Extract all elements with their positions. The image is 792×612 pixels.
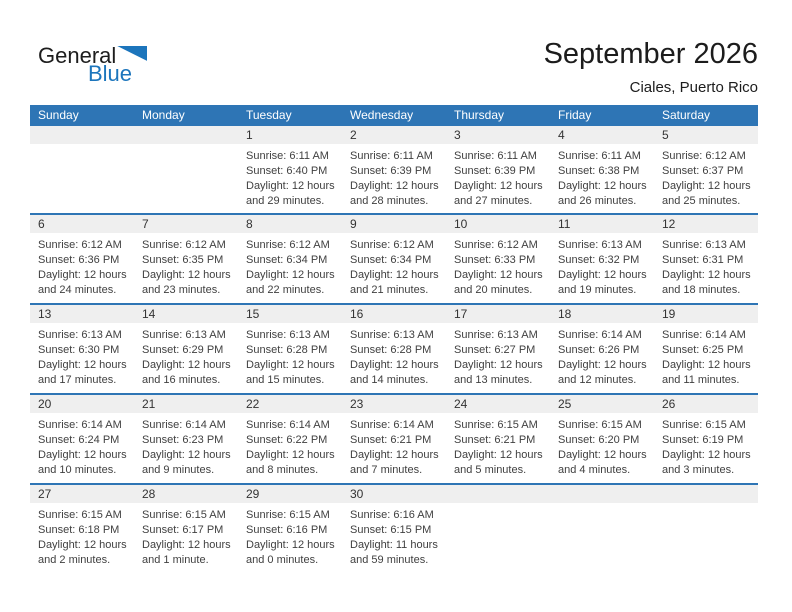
cell-info-line: Sunrise: 6:11 AM (350, 150, 433, 162)
calendar-weeks (30, 126, 758, 573)
cell-info-line: Sunrise: 6:12 AM (454, 239, 538, 251)
cell-info-line: Daylight: 12 hours (350, 180, 439, 192)
cell-info-line: Sunset: 6:24 PM (38, 434, 120, 446)
cell-info-line: and 28 minutes. (350, 195, 429, 207)
cell-info-line: and 15 minutes. (246, 374, 325, 386)
calendar-cell (654, 395, 758, 483)
day-number: 25 (550, 395, 654, 413)
cell-info (550, 323, 654, 388)
cell-info-line: and 4 minutes. (558, 464, 631, 476)
cell-info-line: Sunset: 6:34 PM (350, 254, 432, 266)
cell-info-line: Sunset: 6:32 PM (558, 254, 640, 266)
cell-info-line: Daylight: 12 hours (246, 269, 335, 281)
cell-info (342, 503, 446, 568)
weekday-header-wednesday: Wednesday (350, 108, 414, 122)
cell-info (30, 323, 134, 388)
cell-info-line: Sunset: 6:20 PM (558, 434, 640, 446)
weekday-header-friday: Friday (558, 108, 592, 122)
cell-info-line: Sunset: 6:37 PM (662, 165, 744, 177)
cell-info (654, 233, 758, 298)
day-number: 10 (446, 215, 550, 233)
cell-info-line: Sunset: 6:25 PM (662, 344, 744, 356)
weekday-header-thursday: Thursday (454, 108, 505, 122)
cell-info-line: Daylight: 12 hours (662, 180, 751, 192)
cell-info (134, 323, 238, 388)
cell-info-line: Sunset: 6:19 PM (662, 434, 744, 446)
cell-info-line: Daylight: 12 hours (38, 269, 127, 281)
cell-info-line: Daylight: 12 hours (38, 359, 127, 371)
calendar-cell (550, 126, 654, 213)
calendar-cell (238, 395, 342, 483)
page-title: September 2026 (543, 38, 758, 70)
cell-info-line: Sunrise: 6:12 AM (350, 239, 434, 251)
cell-info-line: and 7 minutes. (350, 464, 423, 476)
cell-info-line: Sunset: 6:15 PM (350, 524, 432, 536)
cell-info-line: Sunrise: 6:12 AM (662, 150, 746, 162)
cell-info-line: Sunrise: 6:15 AM (38, 509, 122, 521)
day-number: 24 (446, 395, 550, 413)
cell-info-line: and 25 minutes. (662, 195, 741, 207)
week-row (30, 303, 758, 393)
cell-info-line: Daylight: 12 hours (246, 449, 335, 461)
calendar-cell (654, 485, 758, 573)
cell-info-line: Daylight: 12 hours (662, 449, 751, 461)
cell-info-line: and 23 minutes. (142, 284, 221, 296)
cell-info (134, 413, 238, 478)
cell-info (654, 323, 758, 388)
day-number (654, 485, 758, 503)
cell-info-line: and 16 minutes. (142, 374, 221, 386)
day-number: 15 (238, 305, 342, 323)
calendar-cell (446, 215, 550, 303)
cell-info-line: Sunrise: 6:13 AM (38, 329, 122, 341)
cell-info-line: Sunset: 6:23 PM (142, 434, 224, 446)
day-number: 14 (134, 305, 238, 323)
cell-info (238, 144, 342, 209)
day-number: 2 (342, 126, 446, 144)
weekday-header-saturday: Saturday (662, 108, 711, 122)
cell-info-line: Sunrise: 6:12 AM (142, 239, 226, 251)
cell-info-line: Sunset: 6:17 PM (142, 524, 224, 536)
cell-info-line: Daylight: 12 hours (558, 449, 647, 461)
cell-info-line: Sunset: 6:16 PM (246, 524, 328, 536)
logo-triangle-icon (117, 46, 147, 61)
weekday-header-tuesday: Tuesday (246, 108, 292, 122)
day-number: 28 (134, 485, 238, 503)
cell-info-line: Sunrise: 6:15 AM (454, 419, 538, 431)
calendar-cell (342, 126, 446, 213)
cell-info-line: and 20 minutes. (454, 284, 533, 296)
cell-info-line: Sunrise: 6:14 AM (142, 419, 226, 431)
calendar-cell (342, 485, 446, 573)
cell-info-line: Sunset: 6:34 PM (246, 254, 328, 266)
cell-info-line: Sunset: 6:26 PM (558, 344, 640, 356)
day-number: 9 (342, 215, 446, 233)
week-row (30, 126, 758, 213)
calendar-cell (134, 126, 238, 213)
cell-info-line: Sunset: 6:39 PM (350, 165, 432, 177)
logo-text-general: General (38, 43, 117, 68)
cell-info-line: Sunrise: 6:13 AM (558, 239, 642, 251)
cell-info (446, 323, 550, 388)
cell-info (446, 413, 550, 478)
day-number: 13 (30, 305, 134, 323)
cell-info-line: and 24 minutes. (38, 284, 117, 296)
day-number: 29 (238, 485, 342, 503)
cell-info-line: Sunrise: 6:14 AM (350, 419, 434, 431)
page-subtitle: Ciales, Puerto Rico (629, 79, 758, 96)
cell-info-line: and 0 minutes. (246, 554, 319, 566)
cell-info-line: and 13 minutes. (454, 374, 533, 386)
cell-info-line: and 26 minutes. (558, 195, 637, 207)
calendar-cell (134, 395, 238, 483)
cell-info (30, 503, 134, 568)
calendar-cell (134, 305, 238, 393)
cell-info-line: Daylight: 12 hours (454, 359, 543, 371)
cell-info-line: Sunset: 6:28 PM (246, 344, 328, 356)
cell-info-line: Sunrise: 6:12 AM (38, 239, 122, 251)
cell-info-line: Daylight: 12 hours (350, 269, 439, 281)
cell-info-line: and 29 minutes. (246, 195, 325, 207)
cell-info-line: Sunrise: 6:11 AM (558, 150, 641, 162)
calendar-cell (446, 485, 550, 573)
calendar-cell (30, 215, 134, 303)
day-number: 23 (342, 395, 446, 413)
cell-info-line: Sunset: 6:36 PM (38, 254, 120, 266)
cell-info-line: Daylight: 11 hours (350, 539, 438, 551)
cell-info-line: and 59 minutes. (350, 554, 429, 566)
calendar-cell (30, 126, 134, 213)
cell-info (654, 503, 758, 508)
cell-info-line: Daylight: 12 hours (558, 269, 647, 281)
calendar-cell (238, 485, 342, 573)
cell-info-line: and 12 minutes. (558, 374, 637, 386)
cell-info (342, 144, 446, 209)
cell-info-line: Daylight: 12 hours (662, 359, 751, 371)
calendar-cell (30, 395, 134, 483)
cell-info (238, 413, 342, 478)
day-number: 22 (238, 395, 342, 413)
cell-info-line: and 18 minutes. (662, 284, 741, 296)
cell-info-line: Daylight: 12 hours (558, 359, 647, 371)
day-number: 17 (446, 305, 550, 323)
calendar-cell (654, 215, 758, 303)
day-number: 7 (134, 215, 238, 233)
day-number: 1 (238, 126, 342, 144)
day-number: 6 (30, 215, 134, 233)
cell-info-line: Sunrise: 6:15 AM (662, 419, 746, 431)
calendar-cell (30, 305, 134, 393)
cell-info-line: Daylight: 12 hours (38, 449, 127, 461)
cell-info-line: Sunset: 6:31 PM (662, 254, 744, 266)
cell-info (238, 323, 342, 388)
day-number: 19 (654, 305, 758, 323)
calendar-cell (342, 215, 446, 303)
cell-info (654, 144, 758, 209)
day-number: 11 (550, 215, 654, 233)
weekday-header-row (30, 105, 758, 126)
cell-info (550, 413, 654, 478)
cell-info (550, 503, 654, 508)
day-number (30, 126, 134, 144)
cell-info-line: Sunrise: 6:14 AM (38, 419, 122, 431)
cell-info (134, 144, 238, 149)
day-number: 5 (654, 126, 758, 144)
day-number (446, 485, 550, 503)
day-number (550, 485, 654, 503)
cell-info-line: Sunset: 6:38 PM (558, 165, 640, 177)
cell-info-line: and 27 minutes. (454, 195, 533, 207)
cell-info (654, 413, 758, 478)
cell-info-line: Sunrise: 6:11 AM (454, 150, 537, 162)
calendar-cell (134, 485, 238, 573)
cell-info-line: Sunset: 6:27 PM (454, 344, 536, 356)
cell-info-line: Sunrise: 6:16 AM (350, 509, 434, 521)
calendar-cell (30, 485, 134, 573)
calendar-cell (238, 126, 342, 213)
cell-info-line: Daylight: 12 hours (38, 539, 127, 551)
cell-info-line: Daylight: 12 hours (454, 180, 543, 192)
day-number: 30 (342, 485, 446, 503)
calendar-cell (446, 305, 550, 393)
day-number (134, 126, 238, 144)
cell-info-line: Sunset: 6:28 PM (350, 344, 432, 356)
day-number: 8 (238, 215, 342, 233)
cell-info-line: Sunset: 6:40 PM (246, 165, 328, 177)
cell-info-line: Sunrise: 6:15 AM (558, 419, 642, 431)
calendar-cell (550, 485, 654, 573)
cell-info-line: and 8 minutes. (246, 464, 319, 476)
cell-info (446, 503, 550, 508)
calendar-cell (550, 305, 654, 393)
cell-info (342, 233, 446, 298)
calendar-cell (446, 126, 550, 213)
cell-info-line: and 1 minute. (142, 554, 209, 566)
calendar-table (30, 105, 758, 573)
cell-info-line: and 2 minutes. (38, 554, 111, 566)
cell-info (238, 233, 342, 298)
day-number: 20 (30, 395, 134, 413)
cell-info (238, 503, 342, 568)
calendar-cell (654, 305, 758, 393)
cell-info (30, 144, 134, 149)
calendar-cell (446, 395, 550, 483)
cell-info-line: Sunrise: 6:12 AM (246, 239, 330, 251)
cell-info-line: Sunrise: 6:13 AM (246, 329, 330, 341)
cell-info-line: Sunset: 6:30 PM (38, 344, 120, 356)
day-number: 27 (30, 485, 134, 503)
cell-info-line: Sunset: 6:33 PM (454, 254, 536, 266)
calendar-cell (134, 215, 238, 303)
cell-info-line: Daylight: 12 hours (454, 269, 543, 281)
day-number: 21 (134, 395, 238, 413)
cell-info-line: Daylight: 12 hours (246, 539, 335, 551)
cell-info-line: Sunrise: 6:14 AM (246, 419, 330, 431)
cell-info-line: Sunset: 6:18 PM (38, 524, 120, 536)
day-number: 4 (550, 126, 654, 144)
cell-info-line: and 10 minutes. (38, 464, 117, 476)
cell-info-line: Sunset: 6:39 PM (454, 165, 536, 177)
cell-info-line: Daylight: 12 hours (558, 180, 647, 192)
cell-info-line: Sunrise: 6:13 AM (454, 329, 538, 341)
cell-info-line: and 19 minutes. (558, 284, 637, 296)
cell-info (30, 413, 134, 478)
day-number: 18 (550, 305, 654, 323)
day-number: 16 (342, 305, 446, 323)
cell-info-line: Sunrise: 6:11 AM (246, 150, 329, 162)
week-row (30, 213, 758, 303)
cell-info (550, 144, 654, 209)
cell-info-line: Sunrise: 6:13 AM (662, 239, 746, 251)
calendar-cell (342, 395, 446, 483)
cell-info-line: Sunrise: 6:13 AM (350, 329, 434, 341)
cell-info-line: and 3 minutes. (662, 464, 735, 476)
week-row (30, 483, 758, 573)
cell-info-line: Daylight: 12 hours (350, 449, 439, 461)
cell-info-line: and 21 minutes. (350, 284, 429, 296)
cell-info-line: and 17 minutes. (38, 374, 117, 386)
cell-info-line: and 9 minutes. (142, 464, 215, 476)
cell-info-line: Daylight: 12 hours (142, 359, 231, 371)
cell-info (30, 233, 134, 298)
day-number: 3 (446, 126, 550, 144)
cell-info-line: Sunrise: 6:14 AM (662, 329, 746, 341)
cell-info-line: Daylight: 12 hours (454, 449, 543, 461)
logo-text-blue: Blue (88, 61, 133, 86)
calendar-cell (238, 215, 342, 303)
cell-info (446, 233, 550, 298)
cell-info-line: Sunrise: 6:15 AM (246, 509, 330, 521)
cell-info-line: Daylight: 12 hours (662, 269, 751, 281)
cell-info (550, 233, 654, 298)
cell-info (134, 503, 238, 568)
cell-info-line: and 5 minutes. (454, 464, 527, 476)
week-row (30, 393, 758, 483)
cell-info (446, 144, 550, 209)
general-blue-logo (38, 45, 147, 85)
day-number: 26 (654, 395, 758, 413)
cell-info-line: Daylight: 12 hours (142, 449, 231, 461)
calendar-cell (238, 305, 342, 393)
cell-info-line: and 22 minutes. (246, 284, 325, 296)
title-block (544, 38, 758, 96)
calendar-cell (550, 395, 654, 483)
calendar-cell (654, 126, 758, 213)
cell-info-line: Sunset: 6:35 PM (142, 254, 224, 266)
day-number: 12 (654, 215, 758, 233)
cell-info-line: and 14 minutes. (350, 374, 429, 386)
cell-info (342, 323, 446, 388)
cell-info (342, 413, 446, 478)
cell-info-line: Sunset: 6:22 PM (246, 434, 328, 446)
cell-info-line: Daylight: 12 hours (350, 359, 439, 371)
cell-info-line: Sunrise: 6:15 AM (142, 509, 226, 521)
cell-info-line: Sunset: 6:21 PM (454, 434, 536, 446)
calendar-cell (550, 215, 654, 303)
weekday-header-monday: Monday (142, 108, 185, 122)
cell-info-line: Daylight: 12 hours (142, 539, 231, 551)
cell-info-line: Daylight: 12 hours (246, 359, 335, 371)
cell-info-line: and 11 minutes. (662, 374, 740, 386)
cell-info (134, 233, 238, 298)
cell-info-line: Sunset: 6:29 PM (142, 344, 224, 356)
weekday-header-sunday: Sunday (38, 108, 79, 122)
calendar-cell (342, 305, 446, 393)
cell-info-line: Sunrise: 6:13 AM (142, 329, 226, 341)
cell-info-line: Sunrise: 6:14 AM (558, 329, 642, 341)
cell-info-line: Sunset: 6:21 PM (350, 434, 432, 446)
cell-info-line: Daylight: 12 hours (142, 269, 231, 281)
cell-info-line: Daylight: 12 hours (246, 180, 335, 192)
